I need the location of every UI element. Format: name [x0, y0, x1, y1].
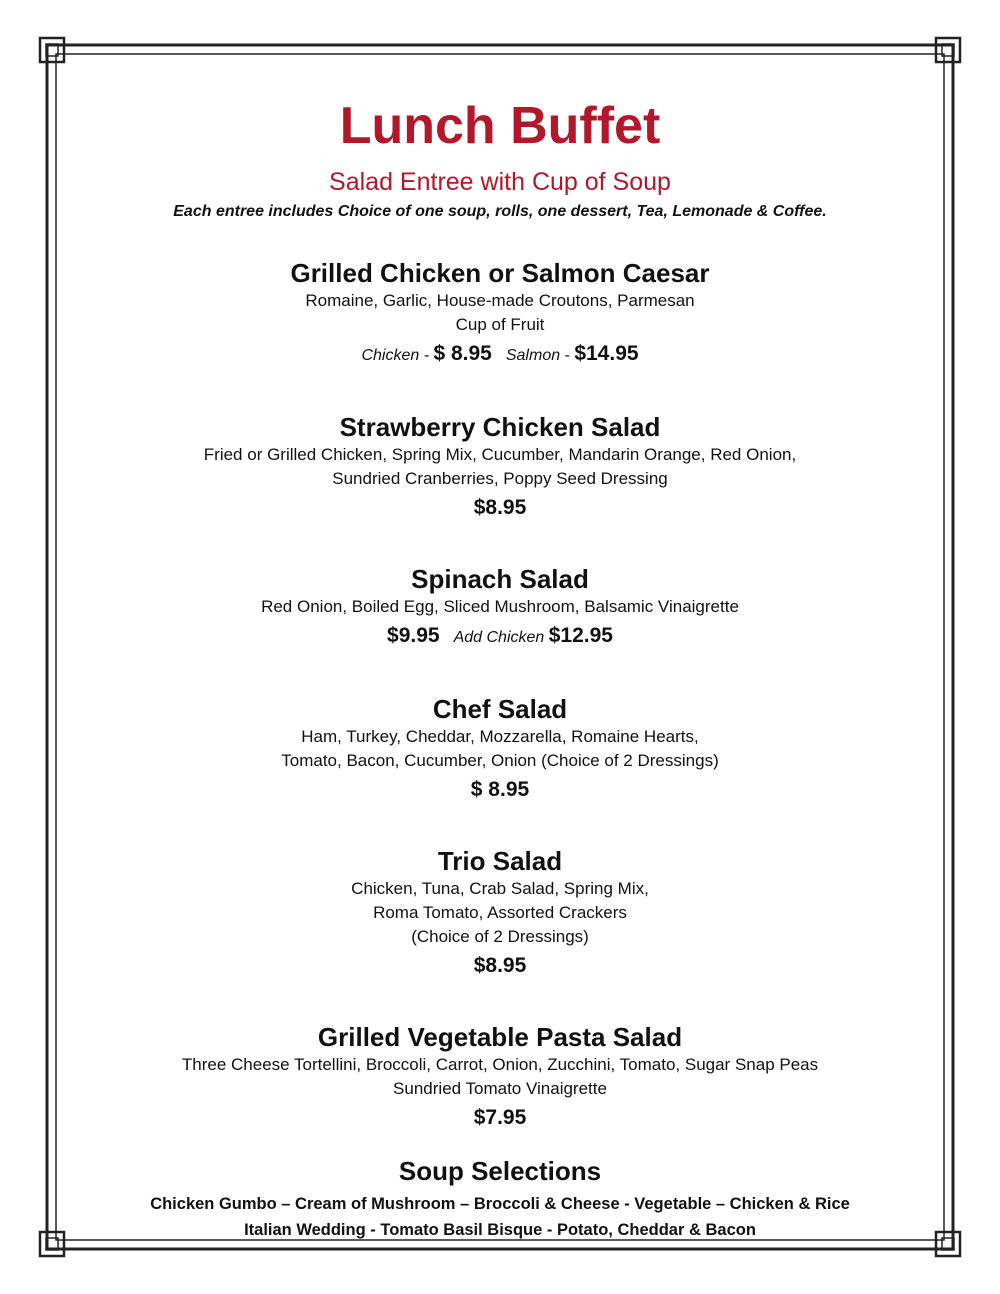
soup-line: Chicken Gumbo – Cream of Mushroom – Broccoli & Cheese - Vegetable – Chicken & Rice	[150, 1195, 850, 1213]
price-value: $9.95	[387, 624, 440, 647]
menu-item	[60, 845, 940, 981]
menu-item-price-line	[60, 339, 940, 371]
menu-item-name: Spinach Salad	[411, 564, 589, 594]
menu-item-name: Trio Salad	[437, 846, 563, 876]
price-label: Salmon -	[505, 347, 575, 364]
menu-content	[60, 95, 940, 1243]
menu-item-price-line	[60, 621, 940, 653]
price-value: $ 8.95	[433, 342, 492, 365]
menu-item-name: Grilled Vegetable Pasta Salad	[317, 1022, 683, 1052]
menu-item-description: Chicken, Tuna, Crab Salad, Spring Mix,	[351, 879, 649, 898]
soup-section	[60, 1155, 940, 1243]
price-value: $7.95	[473, 1106, 527, 1129]
menu-item-price-line	[60, 775, 940, 805]
menu-item	[60, 411, 940, 523]
price-value: $8.95	[473, 496, 527, 519]
soup-heading: Soup Selections	[398, 1156, 602, 1186]
menu-item-price-line	[60, 951, 940, 981]
price-value: $8.95	[473, 954, 527, 977]
page-subtitle: Salad Entree with Cup of Soup	[329, 168, 671, 196]
menu-item-description: Red Onion, Boiled Egg, Sliced Mushroom, Balsamic Vinaigrette	[261, 597, 739, 616]
menu-item-description: Cup of Fruit	[455, 315, 545, 334]
menu-item-description: Sundried Cranberries, Poppy Seed Dressing	[332, 469, 668, 488]
menu-item	[60, 257, 940, 371]
menu-item-price-line	[60, 493, 940, 523]
menu-item-description: Roma Tomato, Assorted Crackers	[373, 903, 627, 922]
price-value: $12.95	[548, 624, 613, 647]
menu-item	[60, 693, 940, 805]
menu-item-description: Ham, Turkey, Cheddar, Mozzarella, Romaine Hearts,	[301, 727, 699, 746]
price-label: Add Chicken	[453, 629, 549, 646]
price-value: $14.95	[574, 342, 639, 365]
menu-item-description: Romaine, Garlic, House-made Croutons, Parmesan	[305, 291, 695, 310]
menu-item-name: Grilled Chicken or Salmon Caesar	[290, 258, 710, 288]
menu-items	[60, 257, 940, 1133]
page-title: Lunch Buffet	[339, 97, 661, 155]
menu-item-price-line	[60, 1103, 940, 1133]
soup-line: Italian Wedding - Tomato Basil Bisque - Potato, Cheddar & Bacon	[244, 1221, 756, 1239]
menu-item-name: Chef Salad	[432, 694, 568, 724]
price-value: $ 8.95	[470, 778, 530, 801]
price-label: Chicken -	[361, 347, 434, 364]
menu-item-description: Three Cheese Tortellini, Broccoli, Carrot, Onion, Zucchini, Tomato, Sugar Snap Peas	[181, 1055, 819, 1074]
menu-item-description: Tomato, Bacon, Cucumber, Onion (Choice of 2 Dressings)	[281, 751, 719, 770]
menu-item-name: Strawberry Chicken Salad	[339, 412, 661, 442]
menu-item-description: Sundried Tomato Vinaigrette	[393, 1079, 607, 1098]
menu-item-description: Fried or Grilled Chicken, Spring Mix, Cucumber, Mandarin Orange, Red Onion,	[203, 445, 797, 464]
menu-item	[60, 1021, 940, 1133]
menu-item	[60, 563, 940, 653]
entree-note: Each entree includes Choice of one soup, rolls, one dessert, Tea, Lemonade & Coffee.	[173, 203, 827, 220]
menu-item-description: (Choice of 2 Dressings)	[411, 927, 589, 946]
